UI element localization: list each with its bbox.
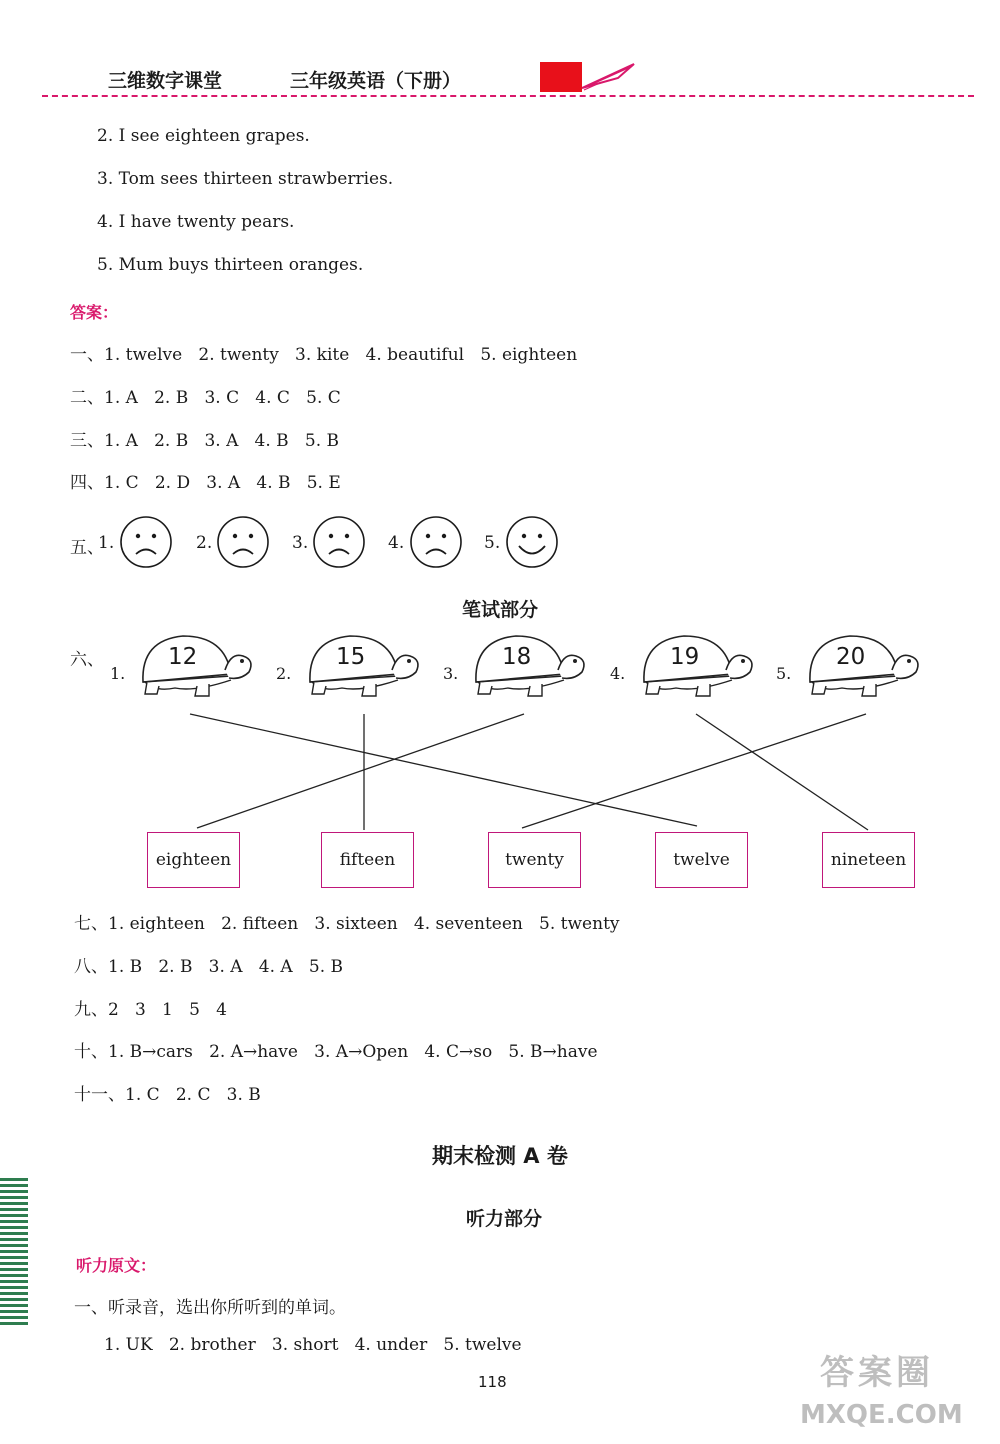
- sad-face-icon: [216, 515, 270, 569]
- header-brand: 三维数字课堂: [108, 70, 223, 92]
- rocket-logo-icon: [538, 58, 638, 98]
- answer-q8: 八、1. B 2. B 3. A 4. A 5. B: [74, 957, 343, 977]
- turtle-label-4: 4.: [610, 664, 626, 683]
- turtle-label-5: 5.: [776, 664, 792, 683]
- watermark: [800, 1345, 996, 1440]
- watermark-top: 答案圈: [820, 1353, 934, 1393]
- listening-line-3: 3. Tom sees thirteen strawberries.: [97, 169, 394, 189]
- turtle-number-1: 12: [168, 644, 198, 670]
- answer-q7: 七、1. eighteen 2. fifteen 3. sixteen 4. seventeen 5. twenty: [74, 914, 620, 934]
- listening-instruction: 一、听录音，选出你所听到的单词。: [74, 1298, 346, 1318]
- turtle-number-3: 18: [502, 644, 532, 670]
- sad-face-icon: [409, 515, 463, 569]
- turtle-label-3: 3.: [443, 664, 459, 683]
- answer-q10: 十、1. B→cars 2. A→have 3. A→Open 4. C→so 5. B→have: [74, 1042, 598, 1062]
- watermark-bottom: MXQE.COM: [800, 1400, 963, 1430]
- answers-label: 答案：: [70, 303, 119, 322]
- listening-line-2: 2. I see eighteen grapes.: [97, 126, 310, 146]
- answer-q4: 四、1. C 2. D 3. A 4. B 5. E: [70, 473, 341, 493]
- listening-line-5: 5. Mum buys thirteen oranges.: [97, 255, 364, 275]
- page-edge-stripe: [0, 1175, 28, 1325]
- word-box-twenty: twenty: [488, 832, 581, 888]
- header-divider: [42, 95, 974, 97]
- listening-line-4: 4. I have twenty pears.: [97, 212, 295, 232]
- answer-q2: 二、1. A 2. B 3. C 4. C 5. C: [70, 388, 341, 408]
- face-num-2: 2.: [196, 533, 213, 553]
- answer-q3: 三、1. A 2. B 3. A 4. B 5. B: [70, 431, 339, 451]
- turtle-number-5: 20: [836, 644, 866, 670]
- turtle-number-4: 19: [670, 644, 700, 670]
- answer-q1: 一、1. twelve 2. twenty 3. kite 4. beautiful 5. eighteen: [70, 345, 578, 365]
- face-num-4: 4.: [388, 533, 405, 553]
- happy-face-icon: [505, 515, 559, 569]
- face-num-3: 3.: [292, 533, 309, 553]
- answer-q5-prefix: 五、: [70, 538, 104, 558]
- sad-face-icon: [312, 515, 366, 569]
- written-section-heading: 笔试部分: [462, 599, 539, 621]
- page-number: 118: [478, 1373, 507, 1391]
- turtle-number-2: 15: [336, 644, 366, 670]
- face-num-5: 5.: [484, 533, 501, 553]
- q6-prefix: 六、: [70, 650, 104, 670]
- listening-heading: 听力部分: [466, 1208, 543, 1230]
- answer-q11: 十一、1. C 2. C 3. B: [74, 1085, 261, 1105]
- matching-lines: [0, 700, 1000, 840]
- word-box-eighteen: eighteen: [147, 832, 240, 888]
- sad-face-icon: [119, 515, 173, 569]
- word-box-nineteen: nineteen: [822, 832, 915, 888]
- word-box-twelve: twelve: [655, 832, 748, 888]
- turtle-label-1: 1.: [110, 664, 126, 683]
- word-box-fifteen: fifteen: [321, 832, 414, 888]
- turtle-label-2: 2.: [276, 664, 292, 683]
- face-num-1: 1.: [98, 533, 115, 553]
- listening-script-label: 听力原文：: [76, 1256, 157, 1275]
- header-subject: 三年级英语（下册）: [290, 70, 462, 92]
- answer-q9: 九、2 3 1 5 4: [74, 1000, 227, 1020]
- listening-answers: 1. UK 2. brother 3. short 4. under 5. twelve: [104, 1335, 522, 1355]
- final-exam-title: 期末检测 A 卷: [432, 1144, 568, 1168]
